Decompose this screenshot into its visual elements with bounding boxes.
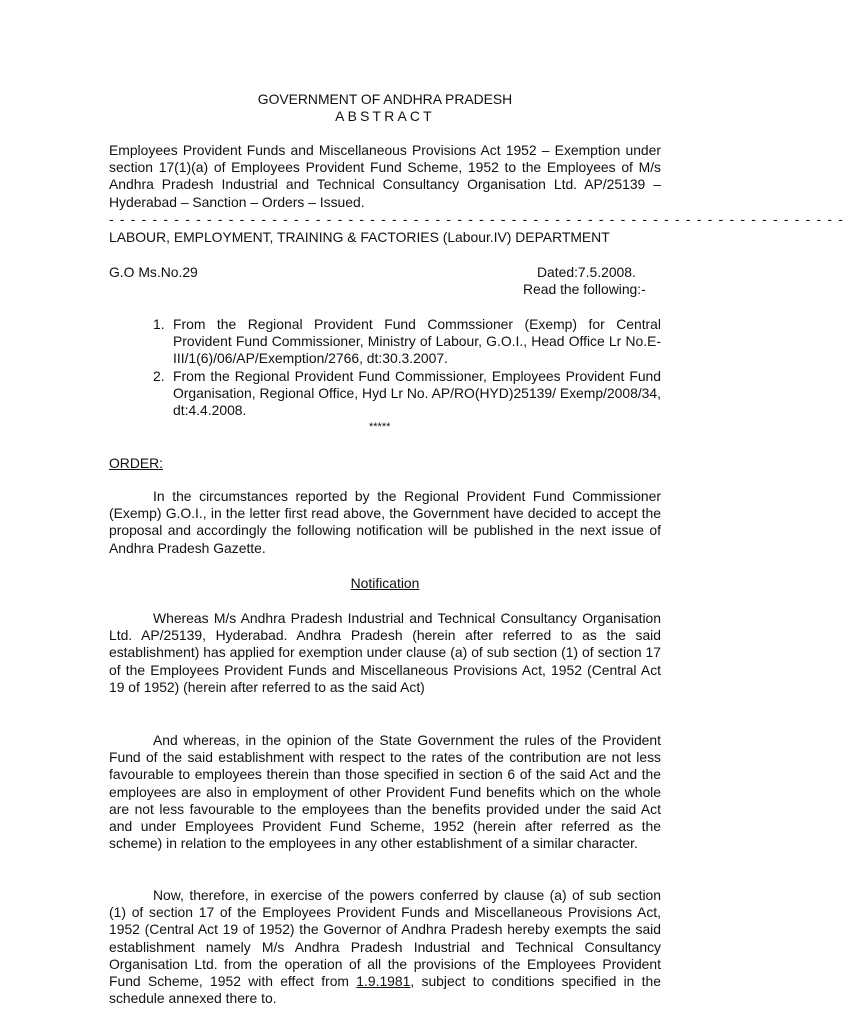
government-title: GOVERNMENT OF ANDHRA PRADESH: [257, 91, 513, 107]
go-number: G.O Ms.No.29: [109, 264, 198, 280]
read-following: Read the following:-: [523, 281, 646, 297]
subject-text: Employees Provident Funds and Miscellaneous Provisions Act 1952 – Exemption under section 17(1)(a) of Employees Provident Fund Scheme, 1952 to the Employees of M/s Andhra Pradesh Industrial and Technical Consultancy Organisation Ltd. AP/25139 – Hyderabad – Sanction – Orders – Issued.: [109, 142, 661, 210]
order-paragraph: In the circumstances reported by the Regional Provident Fund Commissioner (Exemp) G.O.I., in the letter first read above, the Government have decided to accept the proposal and accordingly the following notification will be published in the next issue of Andhra Pradesh Gazette.: [109, 488, 661, 556]
notification-heading: Notification: [350, 575, 420, 591]
now-text-after: , subject to conditions specified in the schedule annexed there to.: [109, 973, 661, 1007]
abstract-heading: ABSTRACT: [335, 108, 435, 124]
stars-divider: *****: [369, 421, 391, 433]
effective-date: 1.9.1981: [356, 973, 411, 990]
go-date: Dated:7.5.2008.: [537, 264, 636, 280]
reference-list: [149, 316, 661, 419]
reference-item: [149, 368, 661, 420]
and-whereas-paragraph: And whereas, in the opinion of the State Government the rules of the Provident Fund of the said establishment with respect to the rates of the contribution are not less favourable to employees therein than those specified in section 6 of the said Act and the employees are also in employment of other Provident Fund benefits which on the whole are not less favourable to the employees than the benefits provided under the said Act and under Employees Provident Fund Scheme, 1952 (herein after referred as the scheme) in relation to the employees in any other establishment of a similar character.: [109, 732, 661, 852]
now-therefore-paragraph: [109, 887, 661, 1007]
order-heading: ORDER:: [109, 455, 164, 471]
reference-text: From the Regional Provident Fund Commissioner, Employees Provident Fund Organisation, Regional Office, Hyd Lr No. AP/RO(HYD)25139/ Exemp/2008/34, dt:4.4.2008.: [173, 367, 661, 419]
reference-text: From the Regional Provident Fund Commssioner (Exemp) for Central Provident Fund Commissioner, Ministry of Labour, G.O.I., Head Office Lr No.E-III/1(6)/06/AP/Exemption/2766, dt:30.3.2007.: [173, 316, 661, 367]
separator-line: - - - - - - - - - - - - - - - - - - - - - - - - - - - - - - - - - - - - - - - - - - - - - - - - - - - - - - - - - - - - - - - - - - - -: [109, 211, 844, 227]
reference-item: [149, 316, 661, 368]
reference-number: 1.: [153, 316, 165, 332]
reference-number: 2.: [153, 367, 165, 384]
department-heading: LABOUR, EMPLOYMENT, TRAINING & FACTORIES (Labour.IV) DEPARTMENT: [109, 229, 610, 245]
notification-heading-wrap: [109, 575, 661, 592]
now-text-before: Now, therefore, in exercise of the powers conferred by clause (a) of sub section (1) of section 17 of the Employees Provident Funds and Miscellaneous Provisions Act, 1952 (Central Act 19 of 1952) the Governor of Andhra Pradesh hereby exempts the said establishment namely M/s Andhra Pradesh Industrial and Technical Consultancy Organisation Ltd. from the operation of all the provisions of the Employees Provident Fund Scheme, 1952 with effect from: [109, 887, 661, 990]
whereas-paragraph: Whereas M/s Andhra Pradesh Industrial and Technical Consultancy Organisation Ltd. AP/25139, Hyderabad. Andhra Pradesh (herein after referred to as the said establishment) has applied for exemption under clause (a) of sub section (1) of section 17 of the Employees Provident Funds and Miscellaneous Provisions Act, 1952 (Central Act 19 of 1952) (herein after referred to as the said Act): [109, 610, 661, 695]
